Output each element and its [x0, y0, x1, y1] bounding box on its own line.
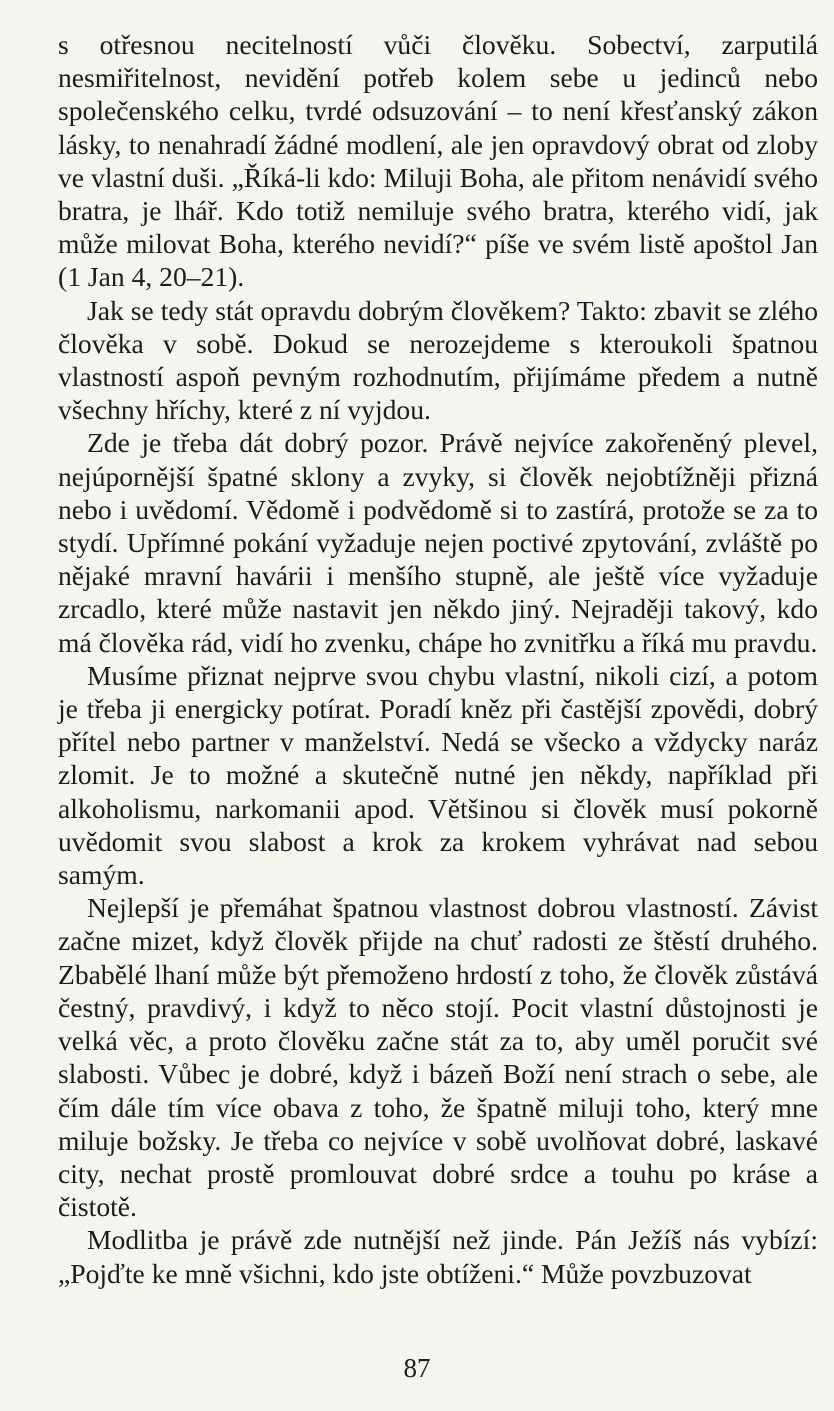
paragraph-5: Nejlepší je přemáhat špatnou vlastnost dobrou vlastností. Závist začne mizet, když člověk přijde na chuť radosti ze štěstí druhého. Zbabělé lhaní může být přemoženo hrdostí z toho, že člověk zůstává čestný, pravdivý, i když to něco stojí. Pocit vlastní důstojnosti je velká věc, a proto člověku začne stát za to, aby uměl poručit své slabosti. Vůbec je dobré, když i bázeň Boží není strach o sebe, ale čím dále tím více obava z toho, že špatně miluji toho, který mne miluje božsky. Je třeba co nejvíce v sobě uvolňovat dobré, laskavé city, nechat prostě promlouvat dobré srdce a touhu po kráse a čistotě. — [58, 892, 818, 1223]
paragraph-4: Musíme přiznat nejprve svou chybu vlastní, nikoli cizí, a potom je třeba ji energicky potírat. Poradí kněz při častější zpovědi, dobrý přítel nebo partner v manželství. Nedá se všecko a vždycky naráz zlomit. Je to možné a skutečně nutné jen někdy, například při alkoholismu, narkomanii apod. Většinou si člověk musí pokorně uvědomit svou slabost a krok za krokem vyhrávat nad sebou samým. — [58, 659, 818, 891]
paragraph-3: Zde je třeba dát dobrý pozor. Právě nejvíce zakořeněný plevel, nejúpornější špatné sklony a zvyky, si člověk nejobtížněji přizná nebo i uvědomí. Vědomě i podvědomě si to zastírá, protože se za to stydí. Upřímné pokání vyžaduje nejen poctivé zpytování, zvláště po nějaké mravní havárii i menšího stupně, ale ještě více vyžaduje zrcadlo, které může nastavit jen někdo jiný. Nejraději takový, kdo má člověka rád, vidí ho zvenku, chápe ho zvnitřku a říká mu pravdu. — [58, 427, 818, 658]
paragraph-1: s otřesnou necitelností vůči člověku. Sobectví, zarputilá nesmiřitelnost, nevidění potřeb kolem sebe u jedinců nebo společenského celku, tvrdé odsuzování – to není křesťanský zákon lásky, to nenahradí žádné modlení, ale jen opravdový obrat od zloby ve vlastní duši. „Říká-li kdo: Miluji Boha, ale přitom nenávidí svého bratra, je lhář. Kdo totiž nemiluje svého bratra, kterého vidí, jak může milovat Boha, kterého nevidí?“ píše ve svém listě apoštol Jan (1 Jan 4, 20–21). — [58, 29, 818, 293]
page-body — [58, 28, 818, 1290]
page-number: 87 — [403, 1353, 431, 1383]
paragraph-2: Jak se tedy stát opravdu dobrým člověkem? Takto: zbavit se zlého člověka v sobě. Dokud se nerozejdeme s kteroukoli špatnou vlastností aspoň pevným rozhodnutím, přijímáme předem a nutně všechny hříchy, které z ní vyjdou. — [58, 294, 818, 426]
paragraph-6: Modlitba je právě zde nutnější než jinde. Pán Ježíš nás vybízí: „Pojďte ke mně všichni, kdo jste obtíženi.“ Může povzbuzovat — [58, 1224, 818, 1289]
